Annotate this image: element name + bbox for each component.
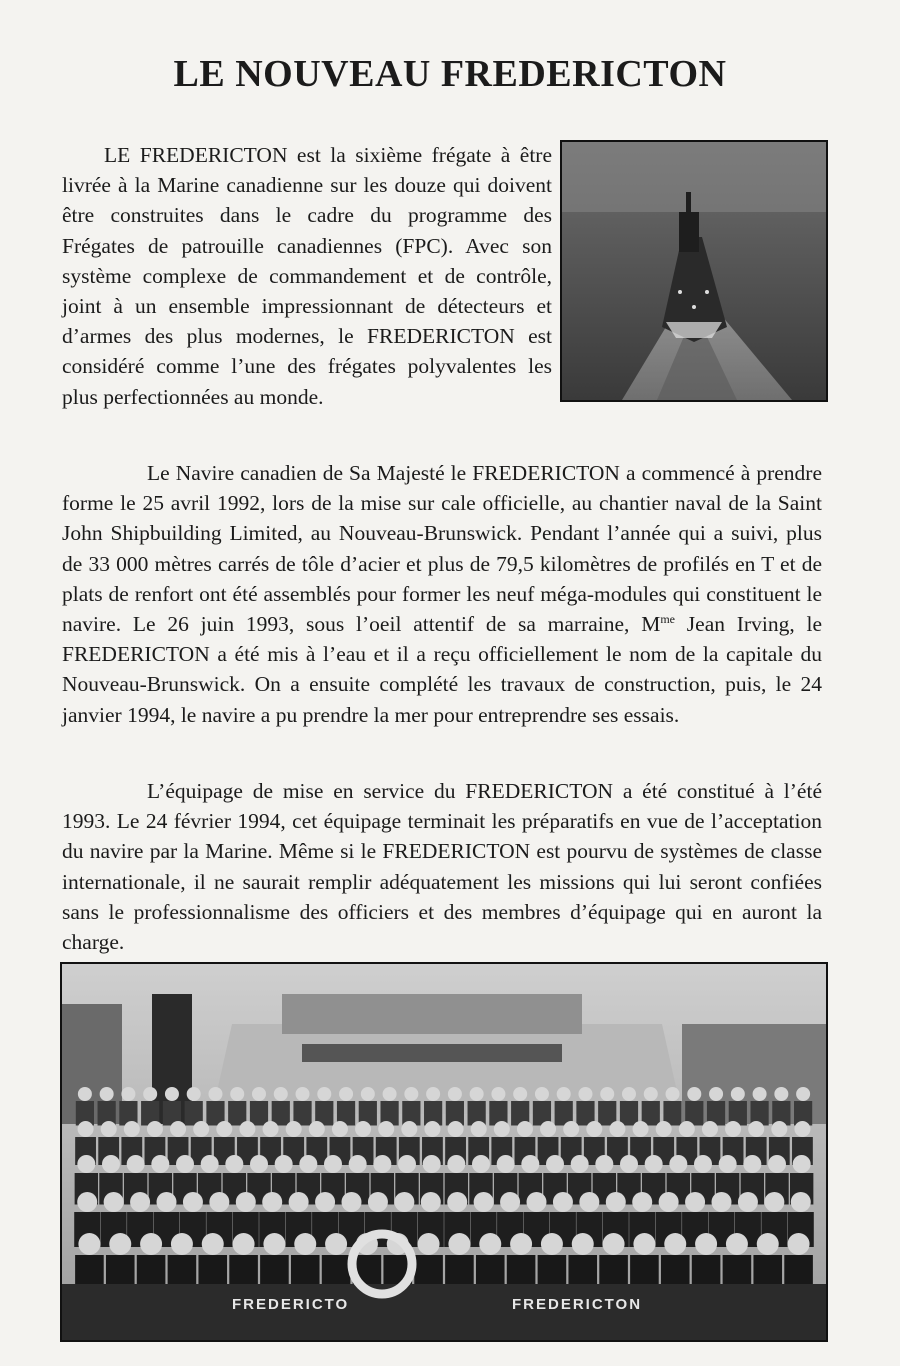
construction-text-end: Jean Irving, le FREDERICTON a été mis à l’eau et il a reçu officiellement le nom de la capitale du Nouveau-Brunswick. On a ensuite complété les travaux de construction, puis, le 24 janvier 1994, le navire a pu prendre la mer pour entreprendre ses essais. bbox=[62, 612, 822, 727]
page-title: LE NOUVEAU FREDERICTON bbox=[173, 53, 727, 95]
banner-right-text: FREDERICTON bbox=[512, 1296, 643, 1313]
crew-paragraph: L’équipage de mise en service du FREDERICTON a été constitué à l’été 1993. Le 24 février 1994, cet équipage terminait les préparatifs en vue de l’acceptation du navire par la Marine. Même si le FREDERICTON est pourvu de systèmes de classe internationale, il ne saurait remplir adéquatement les missions qui lui seront confiées sans le professionnalisme des officiers et des membres d’équipage qui en auront la charge. bbox=[62, 779, 822, 955]
banner-left-text: FREDERICTO bbox=[232, 1296, 350, 1313]
crew-photo bbox=[60, 962, 828, 1342]
construction-text-start: Le Navire canadien de Sa Majesté le FREDERICTON a commencé à prendre forme le 25 avril 1992, lors de la mise sur cale officielle, au chantier naval de la Saint John Shipbuilding Limited, au Nouveau-Brunswick. Pendant l’année qui a suivi, plus de 33 000 mètres carrés de tôle d’acier et plus de 79,5 kilomètres de profilés en T et de plats de renfort ont été assemblés pour former les neuf méga-modules qui constituent le navire. Le 26 juin 1993, sous l’oeil attentif de sa marraine, M bbox=[62, 461, 822, 637]
intro-paragraph: LE FREDERICTON est la sixième frégate à être livrée à la Marine canadienne sur les douze qui doivent être construites dans le cadre du programme des Frégates de patrouille canadiennes (FPC). Avec son système complexe de commandement et de contrôle, joint à un ensemble impressionnant de détecteurs et d’armes des plus modernes, le FREDERICTON est considéré comme l’une des frégates polyvalentes les plus perfectionnées au monde. bbox=[62, 143, 552, 409]
construction-text-superscript: me bbox=[660, 611, 675, 626]
frigate-photo bbox=[560, 140, 828, 402]
construction-paragraph bbox=[62, 458, 822, 730]
